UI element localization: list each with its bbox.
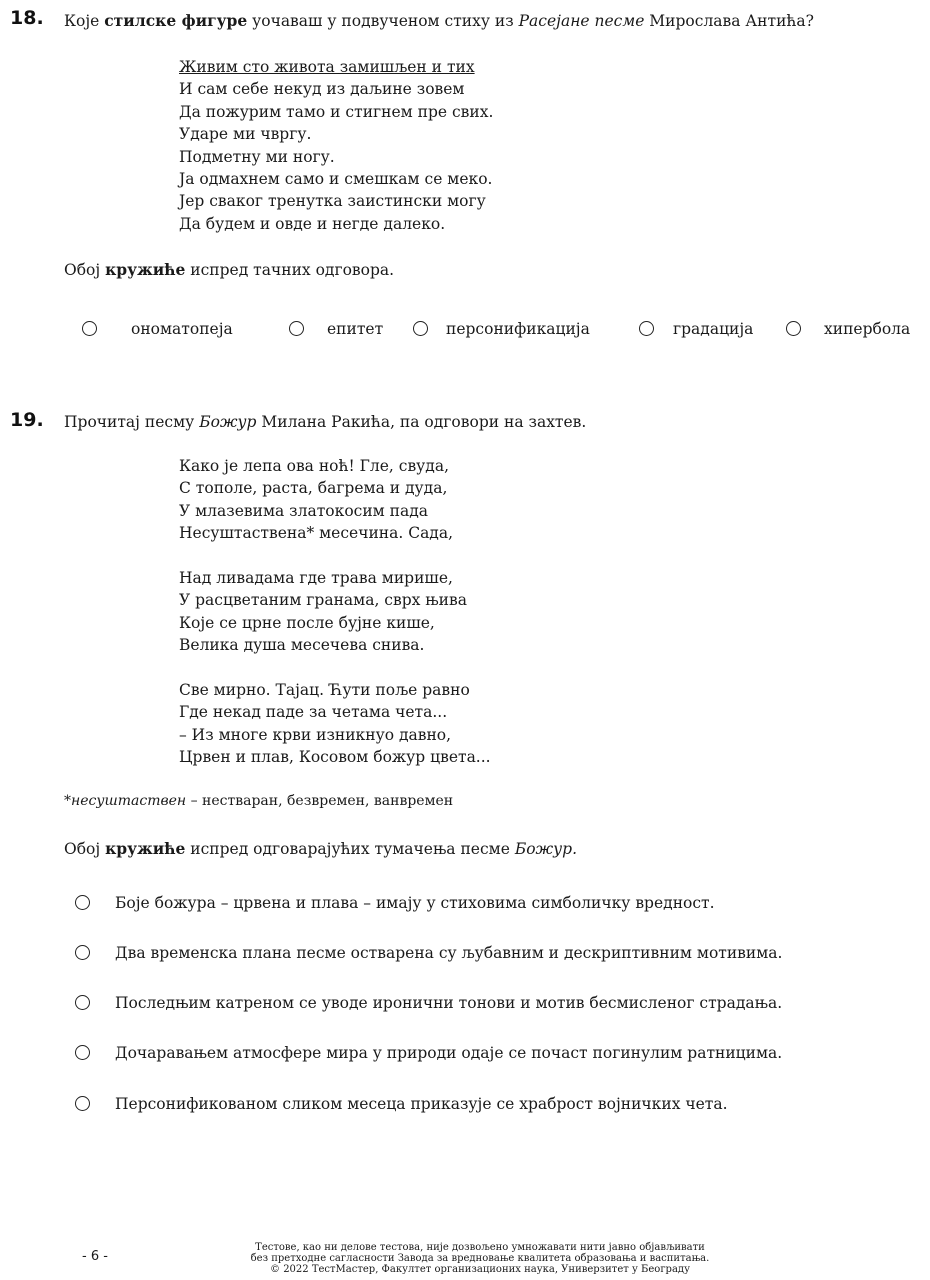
poem-rasejana-pesma [179,56,493,235]
poem-line: Да будем и овде и негде далеко. [179,214,446,233]
answer-circle-1[interactable] [75,895,90,910]
poem-bozur-stanza-2 [179,567,467,657]
footer-line: © 2022 ТестМастер, Факултет организационих наука, Универзитет у Београду [270,1264,690,1275]
question-18-number: 18. [10,7,44,29]
poem-line: Несуштаствена* месечина. Сада, [179,524,454,543]
option-circle-hiperbola[interactable] [786,321,801,336]
poem-line: Све мирно. Тајац. Ћути поље равно [179,681,470,699]
poem-line: Црвен и плав, Косовом божур цвета... [179,748,491,767]
poem-bozur-stanza-1 [179,455,453,545]
option-label-epitet: епитет [327,320,384,338]
copyright-footer [250,1242,710,1275]
answer-circle-5[interactable] [75,1096,90,1111]
option-circle-epitet[interactable] [289,321,304,336]
poem-line: У расцветаним гранама, сврх њива [179,591,467,610]
answer-label-1: Боје божура – црвена и плава – имају у стиховима симболичку вредност. [115,894,715,912]
option-circle-gradacija[interactable] [639,321,654,336]
option-label-onomatopeja: ономатопеја [131,320,233,338]
footer-line: Тестове, као ни делове тестова, није дозвољено умножавати нити јавно објављивати [255,1242,705,1253]
question-19-text: Прочитај песму Божур Милана Ракића, па одговори на захтев. [64,413,587,431]
option-circle-personifikacija[interactable] [413,321,428,336]
footer-line: без претходне сагласности Завода за вредновање квалитета образовања и васпитања. [250,1253,710,1264]
answer-label-3: Последњим катреном се уводе иронични тонови и мотив бесмисленог страдања. [115,994,783,1012]
poem-line: – Из многе крви изникнуо давно, [179,725,452,744]
question-18-text: Које стилске фигуре уочаваш у подвученом стиху из Расејане песме Мирослава Антића? [64,11,814,30]
poem-line: Над ливадама где трава мирише, [179,569,453,587]
question-19-instruction: Обој кружиће испред одговарајућих тумачења песме Божур. [64,839,577,858]
question-18-instruction: Обој кружиће испред тачних одговора. [64,260,395,279]
question-19-number: 19. [10,409,44,431]
poem-line: Подметну ми ногу. [179,147,335,166]
poem-line: Ја одмахнем само и смешкам се меко. [179,170,493,189]
poem-line: Велика душа месечева снива. [179,636,425,655]
option-label-gradacija: градација [673,320,754,338]
footnote: *несуштаствен – нестваран, безвремен, ванвремен [64,793,454,809]
poem-line: Које се црне после бујне кише, [179,613,435,632]
answer-label-4: Дочаравањем атмосфере мира у природи одаје се почаст погинулим ратницима. [115,1044,783,1062]
poem-bozur-stanza-3 [179,679,491,769]
poem-line: Ударе ми чвргу. [179,125,312,144]
answer-circle-2[interactable] [75,945,90,960]
option-label-hiperbola: хипербола [824,320,911,338]
answer-circle-4[interactable] [75,1045,90,1060]
poem-line: И сам себе некуд из даљине зовем [179,80,465,99]
poem-line: Да пожурим тамо и стигнем пре свих. [179,102,494,121]
page-number: - 6 - [82,1249,108,1264]
poem-line: Јер сваког тренутка заистински могу [179,192,486,211]
option-circle-onomatopeja[interactable] [82,321,97,336]
answer-label-2: Два временска плана песме остварена су љубавним и дескриптивним мотивима. [115,944,783,962]
poem-line-underlined: Живим сто живота замишљен и тих [179,58,475,76]
answer-label-5: Персонификованом сликом месеца приказује се храброст војничких чета. [115,1095,728,1113]
poem-line: У млазевима златокосим пада [179,501,428,520]
poem-line: С тополе, раста, багрема и дуда, [179,479,448,498]
poem-line: Где некад паде за четама чета... [179,703,448,722]
option-label-personifikacija: персонификација [446,320,590,338]
poem-line: Како је лепа ова ноћ! Гле, свуда, [179,457,450,475]
answer-circle-3[interactable] [75,995,90,1010]
